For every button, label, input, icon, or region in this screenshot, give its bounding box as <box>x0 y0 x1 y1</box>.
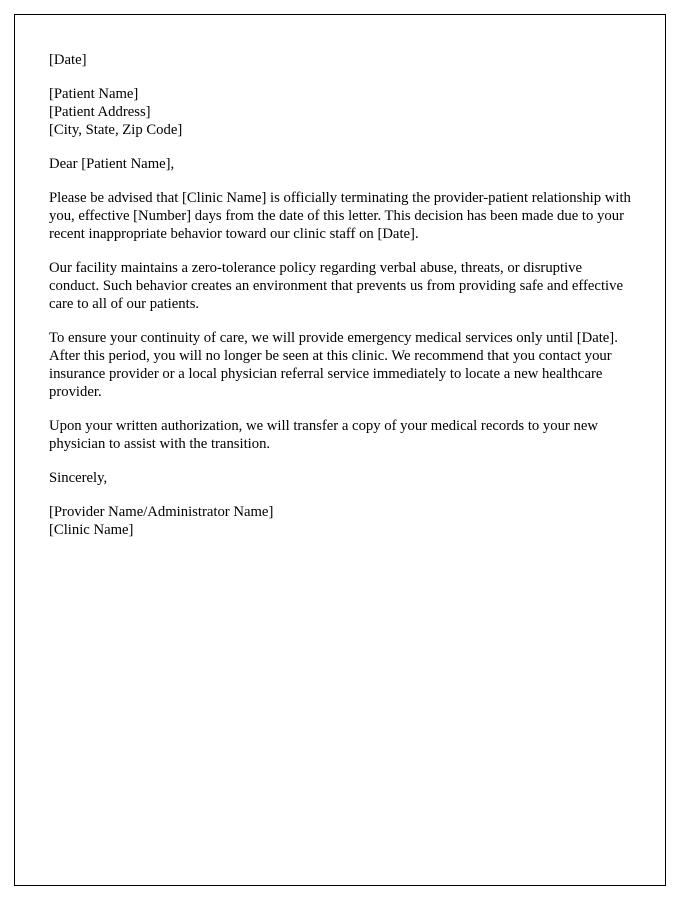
signature-provider-name: [Provider Name/Administrator Name] <box>49 504 274 520</box>
date-line: [Date] <box>49 52 87 68</box>
body-paragraph-1: Please be advised that [Clinic Name] is officially terminating the provider-patient relationship with you, effective [Number] days from the date of this letter. This decision has been made due to your recent inappropriate behavior toward our clinic staff on [Date]. <box>49 190 631 242</box>
termination-letter <box>49 51 631 539</box>
recipient-block <box>49 85 631 139</box>
recipient-city-state-zip: [City, State, Zip Code] <box>49 122 183 138</box>
signature-block <box>49 503 631 539</box>
recipient-address: [Patient Address] <box>49 104 151 120</box>
body-paragraph-2: Our facility maintains a zero-tolerance policy regarding verbal abuse, threats, or disruptive conduct. Such behavior creates an environment that prevents us from providing safe and effective care to all of our patients. <box>49 260 623 312</box>
recipient-name: [Patient Name] <box>49 86 139 102</box>
closing: Sincerely, <box>49 470 108 486</box>
salutation: Dear [Patient Name], <box>49 156 175 172</box>
signature-clinic-name: [Clinic Name] <box>49 522 134 538</box>
letter-page <box>14 14 666 886</box>
body-paragraph-4: Upon your written authorization, we will transfer a copy of your medical records to your new physician to assist with the transition. <box>49 418 598 452</box>
body-paragraph-3: To ensure your continuity of care, we will provide emergency medical services only until [Date]. After this period, you will no longer be seen at this clinic. We recommend that you contact your insurance provider or a local physician referral service immediately to locate a new healthcare provider. <box>49 330 618 400</box>
